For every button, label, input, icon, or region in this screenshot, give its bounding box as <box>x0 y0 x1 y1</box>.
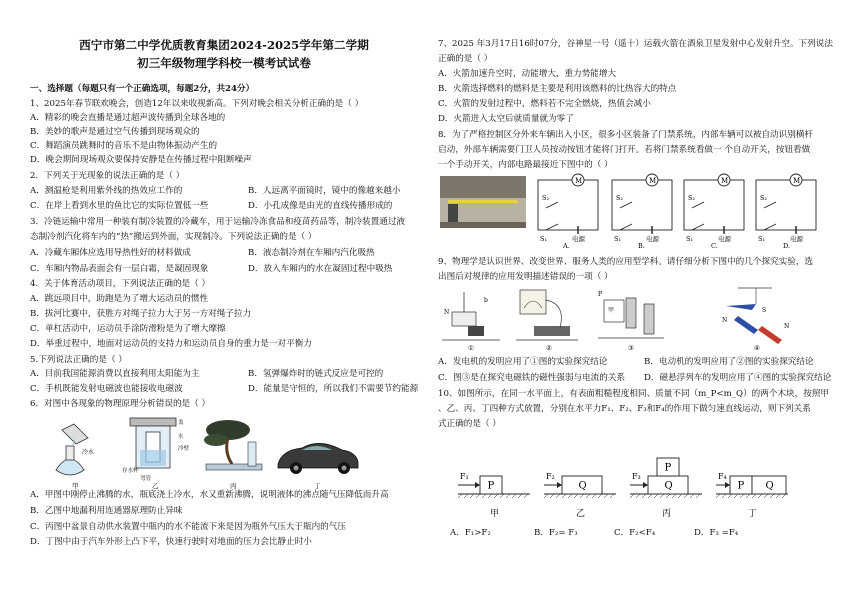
q8-switch-s2-label: S₂ <box>616 194 624 202</box>
q10-ground-hatch <box>684 494 688 498</box>
q8-power-label: 电源 <box>718 235 731 243</box>
q10-force-arrowhead <box>725 482 730 488</box>
q10-ground-hatch <box>512 494 516 498</box>
q6-label-cover: 盖 <box>178 420 184 426</box>
q8-switch-s1-label: S₁ <box>614 235 622 243</box>
q10-option-d: D．F₃ =F₄ <box>694 528 739 538</box>
q10-ground-hatch <box>574 494 578 498</box>
svg-text:b: b <box>484 297 488 304</box>
q6-label-cold-water: 冷水 <box>82 449 95 456</box>
q8-switch-s1 <box>546 224 558 230</box>
q8-stem-3: 一个手动开关，内部电路最接近下图中的（ ） <box>438 160 613 170</box>
q10-ground-hatch <box>666 494 670 498</box>
q10-ground-hatch <box>740 494 744 498</box>
q10-ground-hatch <box>494 494 498 498</box>
exam-title-line1: 西宁市第二中学优质教育集团2024-2025学年第二学期 <box>79 38 369 52</box>
q10-ground-hatch <box>770 494 774 498</box>
q9-option-b: B．电动机的发明应用了②图的实验探究结论 <box>644 357 814 367</box>
q9-option-c: C．图③是在探究电磁铁的磁性强弱与电流的关系 <box>438 373 626 383</box>
q10-ground-hatch <box>716 494 720 498</box>
q6-caption-ding: 丁 <box>314 482 321 490</box>
q6-caption-jia: 甲 <box>72 482 79 490</box>
svg-text:P: P <box>598 291 603 298</box>
q8-switch-s2 <box>546 202 558 208</box>
q2-option-a: A．测温枪是利用紫外线的热效应工作的 <box>30 186 183 196</box>
q10-ground-hatch <box>722 494 726 498</box>
q7-option-c: C．火箭的发射过程中，燃料若不完全燃烧，热值会减小 <box>438 99 651 109</box>
q6-stem: 6．对图中各现象的物理原理分析错误的是（ ） <box>30 399 211 409</box>
q6-label-water: 水 <box>178 434 184 440</box>
q2-option-c: C．在岸上看到水里的鱼比它的实际位置低一些 <box>30 201 209 211</box>
q10-ground-hatch <box>690 494 694 498</box>
q3-option-d: D．放入车厢内的水在凝固过程中吸热 <box>248 264 393 274</box>
q10-ground-hatch <box>672 494 676 498</box>
q10-ground-hatch <box>464 494 468 498</box>
q10-ground-hatch <box>610 494 614 498</box>
q6-figure <box>30 410 360 490</box>
q1-stem: 1、2025年春节联欢晚会，创造12年以来收视新高。下列对晚会相关分析正确的是（ ） <box>30 99 364 109</box>
q9-fig-4 <box>722 288 789 344</box>
q10-ground-hatch <box>586 494 590 498</box>
q10-force-label: F₃ <box>632 472 641 481</box>
q8-switch-s2-label: S₂ <box>688 194 696 202</box>
q8-switch-s1 <box>692 224 704 230</box>
svg-text:N: N <box>444 309 450 316</box>
q10-caption: 甲 <box>490 509 500 519</box>
q3-stem-1: 3．冷链运输中常用一种装有制冷装置的冷藏车，用于运输冷冻食品和疫苗药品等，制冷装置通过液 <box>30 217 406 227</box>
q8-caption-d: D. <box>783 242 791 250</box>
q10-ground-hatch <box>500 494 504 498</box>
q8-motor-label: M <box>721 177 729 185</box>
q10-ground-hatch <box>782 494 786 498</box>
q6-label-cup: 存水杯 <box>122 468 139 474</box>
q3-option-a: A．冷藏车厢体应选用导热性好的材料做成 <box>30 248 191 258</box>
q9-stem-2: 出图后对规律的应用发明描述错误的一项（ ） <box>438 272 613 282</box>
q4-option-b: B．拔河比赛中，获胜方对绳子拉力大于另一方对绳子拉力 <box>30 309 252 319</box>
q6-option-d: D．丁图中由于汽车外形上凸下平，快速行驶时对地面的压力会比静止时小 <box>30 537 312 547</box>
q10-option-b: B．F₂= F₃ <box>534 528 578 538</box>
q10-ground-hatch <box>604 494 608 498</box>
exam-title-line2: 初三年级物理学科校一模考试试卷 <box>137 56 311 70</box>
q10-ground-hatch <box>764 494 768 498</box>
q9-figure <box>438 282 838 352</box>
q10-ground-hatch <box>630 494 634 498</box>
q4-option-d: D．举重过程中，地面对运动员的支持力和运动员自身的重力是一对平衡力 <box>30 339 312 349</box>
q10-stem-3: 式正确的是（ ） <box>438 419 501 429</box>
q10-ground-hatch <box>518 494 522 498</box>
q9-fig-3 <box>598 291 664 338</box>
q10-ground-hatch <box>592 494 596 498</box>
q4-option-a: A．跳远项目中，助跑是为了增大运动员的惯性 <box>30 294 209 304</box>
q10-figure <box>438 436 838 520</box>
q10-ground-hatch <box>524 494 528 498</box>
q10-ground-hatch <box>728 494 732 498</box>
q2-option-d: D．小孔成像是由光的直线传播形成的 <box>248 201 393 211</box>
q10-caption: 乙 <box>576 509 586 519</box>
q8-switch-s1-label: S₁ <box>686 235 694 243</box>
q10-ground-hatch <box>544 494 548 498</box>
q10-force-label: F₄ <box>718 472 727 481</box>
q7-stem-1: 7、2025 年3月17日16时07分，谷神星一号（遥十）运载火箭在酒泉卫星发射中心发射升空。下列说法 <box>438 39 833 49</box>
q10-ground-hatch <box>506 494 510 498</box>
q10-option-c: C．F₂<F₄ <box>614 528 656 538</box>
q8-power-label: 电源 <box>646 235 659 243</box>
q10-force-label: F₂ <box>546 472 555 481</box>
q7-option-a: A．火箭加速升空时，动能增大，重力势能增大 <box>438 69 617 79</box>
q5-stem: 5.下列说法正确的是（ ） <box>30 355 127 365</box>
q5-option-a: A．目前我国能源消费以直接利用太阳能为主 <box>30 369 200 379</box>
q5-option-d: D．能量是守恒的，所以我们不需要节约能源 <box>248 384 419 394</box>
q8-circuit-frame <box>612 180 672 230</box>
q8-circuit-frame <box>684 180 744 230</box>
q9-stem-1: 9、物理学是认识世界、改变世界、服务人类的应用型学科。请仔细分析下图中的几个探究实验，选 <box>438 257 814 267</box>
q10-ground-hatch <box>470 494 474 498</box>
q10-stem-1: 10、如图所示，在同一水平面上，有表面粗糙程度相同、质量不同（m_P<m_Q）的两个木块，按照甲 <box>438 389 830 399</box>
q8-switch-s1-label: S₁ <box>540 235 548 243</box>
q4-option-c: C．单杠活动中，运动员手涂防滑粉是为了增大摩擦 <box>30 324 226 334</box>
svg-text:N: N <box>784 323 790 330</box>
q10-ground-hatch <box>734 494 738 498</box>
q8-switch-s1-label: S₁ <box>758 235 766 243</box>
q9-fig-1 <box>442 292 500 340</box>
q8-circuit-frame <box>756 180 816 230</box>
q8-power-label: 电源 <box>790 235 803 243</box>
q10-ground-hatch <box>476 494 480 498</box>
q6-caption-bing: 丙 <box>230 482 237 490</box>
q7-stem-2: 正确的是（ ） <box>438 54 493 64</box>
q10-ground-hatch <box>746 494 750 498</box>
q6-fig-jia <box>56 424 94 475</box>
q10-ground-hatch <box>654 494 658 498</box>
q8-switch-s2-label: S₂ <box>542 194 550 202</box>
q10-block-label: Q <box>578 480 587 492</box>
q1-option-b: B．美妙的歌声是通过空气传播到现场观众的 <box>30 127 200 137</box>
q1-option-a: A．精彩的晚会直播是通过超声波传播到全球各地的 <box>30 113 226 123</box>
svg-text:甲: 甲 <box>608 307 615 314</box>
q10-block-label: Q <box>765 480 774 492</box>
q8-motor-label: M <box>575 177 583 185</box>
q10-ground-hatch <box>636 494 640 498</box>
q3-option-b: B．液态制冷剂在车厢内汽化吸热 <box>248 248 375 258</box>
q1-option-c: C．舞蹈演员跳舞时的音乐不是由物体振动产生的 <box>30 141 218 151</box>
q7-option-d: D．火箭进入太空后就质量就为零了 <box>438 114 574 124</box>
q8-switch-s2-label: S₂ <box>760 194 768 202</box>
q10-ground-hatch <box>562 494 566 498</box>
q10-ground-hatch <box>642 494 646 498</box>
q10-ground-hatch <box>550 494 554 498</box>
svg-text:S: S <box>762 307 767 314</box>
q8-caption-b: B. <box>638 242 645 250</box>
q6-label-pipe: 弯管 <box>140 476 152 482</box>
q8-switch-s1 <box>764 224 776 230</box>
q10-caption: 丁 <box>748 509 758 519</box>
q2-stem: 2．下列关于光现象的说法正确的是（ ） <box>30 171 185 181</box>
q10-ground-hatch <box>482 494 486 498</box>
q6-fig-bing <box>204 420 262 470</box>
q8-switch-s2 <box>764 202 776 208</box>
q6-fig-yi <box>122 418 190 482</box>
q8-switch-s2 <box>692 202 704 208</box>
q8-caption-c: C. <box>711 242 718 250</box>
q9-num-3: ③ <box>628 344 634 352</box>
q6-fig-ding <box>278 443 358 474</box>
q2-option-b: B．人远离平面镜时，镜中的像越来越小 <box>248 186 401 196</box>
q8-stem-2: 启动，外部车辆需要门卫人员按动按钮才能将门打开。若将门禁系统看做一 个自动开关，按钮看做 <box>438 145 811 155</box>
q7-option-b: B．火箭选择燃料的燃料是主要是利用该燃料的比热容大的特点 <box>438 84 677 94</box>
q10-block-label: P <box>737 480 745 492</box>
q10-ground-hatch <box>488 494 492 498</box>
q3-stem-2: 态制冷剂汽化将车内的“热”搬运到外面，实现制冷。下列说法正确的是（ ） <box>30 232 317 242</box>
q10-stem-2: 、乙、丙、丁四种方式放置，分别在水平力F₁、F₂、F₃和F₄的作用下做匀速直线运动，则下列关系 <box>438 404 811 414</box>
q10-block-label: Q <box>664 480 673 492</box>
section-heading: 一、选择题（每题只有一个正确选项，每题2分，共24分） <box>30 84 255 94</box>
q9-num-1: ① <box>468 344 474 352</box>
q10-option-a: A．F₁>F₂ <box>450 528 491 538</box>
q10-ground-hatch <box>776 494 780 498</box>
q5-option-c: C．手机既能发射电磁波也能接收电磁波 <box>30 384 183 394</box>
q8-circuits <box>538 174 816 243</box>
q6-option-b: B．乙图中地漏利用连通器原理防止异味 <box>30 506 183 516</box>
q8-motor-label: M <box>649 177 657 185</box>
q8-motor-label: M <box>793 177 801 185</box>
q6-label-wall: 冷壁 <box>178 446 190 452</box>
q10-force-arrowhead <box>557 482 562 488</box>
q10-ground-hatch <box>580 494 584 498</box>
q10-ground-hatch <box>660 494 664 498</box>
q8-caption-a: A. <box>563 242 570 250</box>
q10-ground-hatch <box>568 494 572 498</box>
q8-circuit-frame <box>538 180 598 230</box>
q8-figure <box>438 170 838 250</box>
q6-option-c: C．丙图中盆景自动供水装置中瓶内的水不能流下来是因为瓶外气压大于瓶内的气压 <box>30 522 346 532</box>
q10-force-label: F₁ <box>460 472 469 481</box>
q10-block-label: P <box>664 462 672 474</box>
q4-stem: 4．关于体育活动项目，下列说法正确的是（ ） <box>30 279 211 289</box>
q10-ground-hatch <box>696 494 700 498</box>
q9-num-4: ④ <box>754 344 760 352</box>
q8-switch-s1 <box>620 224 632 230</box>
q10-force-arrowhead <box>475 482 480 488</box>
q6-caption-yi: 乙 <box>152 482 159 490</box>
q8-switch-s2 <box>620 202 632 208</box>
q10-caption: 丙 <box>662 509 672 519</box>
q6-option-a: A．甲图中刚停止沸腾的水，瓶底浇上冷水，水又重新沸腾，说明液体的沸点随气压降低而升高 <box>30 490 389 500</box>
q10-block-label: P <box>487 480 495 492</box>
q9-option-a: A．发电机的发明应用了①图的实验探究结论 <box>438 357 608 367</box>
q8-photo-gate <box>440 176 526 228</box>
q10-ground-hatch <box>458 494 462 498</box>
q10-ground-hatch <box>598 494 602 498</box>
q10-force-arrowhead <box>643 482 648 488</box>
q10-setups <box>458 458 788 519</box>
q10-ground-hatch <box>648 494 652 498</box>
q10-ground-hatch <box>678 494 682 498</box>
q10-ground-hatch <box>556 494 560 498</box>
q10-ground-hatch <box>752 494 756 498</box>
q3-option-c: C．车厢内物品表面会有一层白霜，是凝固现象 <box>30 264 209 274</box>
q10-ground-hatch <box>758 494 762 498</box>
q1-option-d: D．晚会期间现场观众要保持安静是在传播过程中阻断噪声 <box>30 155 252 165</box>
q9-option-d: D．磁悬浮列车的发明应用了④图的实验探究结论 <box>644 373 832 383</box>
svg-text:N: N <box>722 317 728 324</box>
q8-power-label: 电源 <box>572 235 585 243</box>
q9-fig-2 <box>516 290 578 340</box>
q5-option-b: B．氢弹爆炸时的链式反应是可控的 <box>248 369 384 379</box>
q9-num-2: ② <box>546 344 552 352</box>
q8-stem-1: 8．为了严格控制区分外来车辆出入小区，很多小区装备了门禁系统，内部车辆可以被自动识别横杆 <box>438 130 814 140</box>
